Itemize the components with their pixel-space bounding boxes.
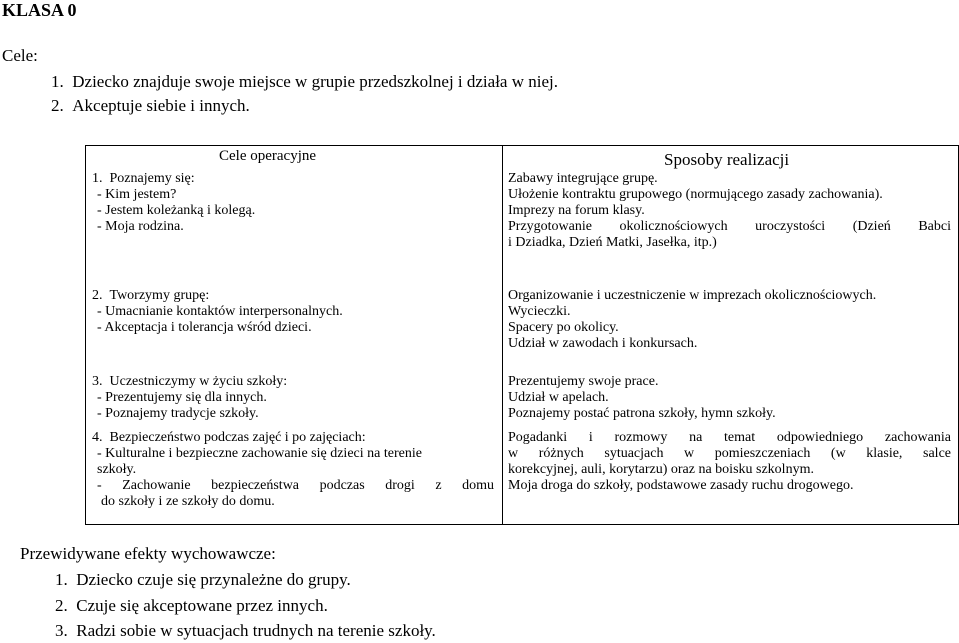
row-line: w różnych sytuacjach w pomieszczeniach (w klasie, salce (508, 446, 951, 461)
row-line: Moja droga do szkoły, podstawowe zasady ruchu drogowego. (508, 478, 854, 493)
effect-item: 2. Czuje się akceptowane przez innych. (55, 596, 328, 615)
row-line: Imprezy na forum klasy. (508, 203, 645, 218)
row-line: - Zachowanie bezpieczeństwa podczas drogi z domu (97, 478, 494, 493)
table-row-method-4 (508, 430, 951, 494)
row-line: - Moja rodzina. (97, 219, 184, 234)
row-line: - Akceptacja i tolerancja wśród dzieci. (97, 320, 312, 335)
row-line: Poznajemy postać patrona szkoły, hymn szkoły. (508, 406, 776, 421)
row-line: Ułożenie kontraktu grupowego (normującego zasady zachowania). (508, 187, 883, 202)
row-line: Udział w zawodach i konkursach. (508, 336, 698, 351)
row-line: Wycieczki. (508, 304, 571, 319)
row-line: Zabawy integrujące grupę. (508, 171, 658, 186)
row-line: - Jestem koleżanką i kolegą. (97, 203, 256, 218)
page-title: KLASA 0 (2, 0, 77, 20)
row-line: i Dziadka, Dzień Matki, Jasełka, itp.) (508, 235, 717, 250)
row-line: - Kim jestem? (97, 187, 177, 202)
row-line: Prezentujemy swoje prace. (508, 374, 659, 389)
goal-item: 2. Akceptuje siebie i innych. (51, 96, 250, 115)
effects-heading: Przewidywane efekty wychowawcze: (20, 544, 276, 563)
table-row-method-3 (508, 374, 776, 422)
row-line: Udział w apelach. (508, 390, 609, 405)
effect-item: 1. Dziecko czuje się przynależne do grupy. (55, 570, 351, 589)
goals-heading: Cele: (2, 46, 38, 65)
row-line: - Kulturalne i bezpieczne zachowanie się dzieci na terenie (97, 446, 422, 461)
column-header-goals: Cele operacyjne (219, 148, 317, 164)
row-line: 1. Poznajemy się: (92, 171, 195, 186)
row-line: 3. Uczestniczymy w życiu szkoły: (92, 374, 288, 389)
row-line: Pogadanki i rozmowy na temat odpowiedniego zachowania (508, 430, 951, 445)
row-line: Organizowanie i uczestniczenie w imprezach okolicznościowych. (508, 288, 877, 303)
row-line: korekcyjnej, auli, korytarzu) oraz na boisku szkolnym. (508, 462, 814, 477)
row-line: 2. Tworzymy grupę: (92, 288, 210, 303)
effect-item: 3. Radzi sobie w sytuacjach trudnych na terenie szkoły. (55, 621, 436, 640)
table-row-goal-2 (92, 288, 343, 336)
row-line: Przygotowanie okolicznościowych uroczystości (Dzień Babci (508, 219, 951, 234)
row-line: - Umacnianie kontaktów interpersonalnych. (97, 304, 343, 319)
row-line: szkoły. (97, 462, 137, 477)
row-line: Spacery po okolicy. (508, 320, 619, 335)
table-row-method-1 (508, 171, 951, 251)
row-line: 4. Bezpieczeństwo podczas zajęć i po zajęciach: (92, 430, 366, 445)
row-line: - Poznajemy tradycje szkoły. (97, 406, 259, 421)
row-line: - Prezentujemy się dla innych. (97, 390, 267, 405)
goal-item: 1. Dziecko znajduje swoje miejsce w grupie przedszkolnej i działa w niej. (51, 72, 558, 91)
row-line: do szkoły i ze szkoły do domu. (101, 494, 275, 509)
table-row-method-2 (508, 288, 876, 352)
table-row-goal-1 (92, 171, 255, 235)
table-row-goal-3 (92, 374, 287, 422)
plan-table (85, 145, 959, 525)
column-header-methods: Sposoby realizacji (664, 150, 790, 169)
table-row-goal-4 (92, 430, 494, 510)
